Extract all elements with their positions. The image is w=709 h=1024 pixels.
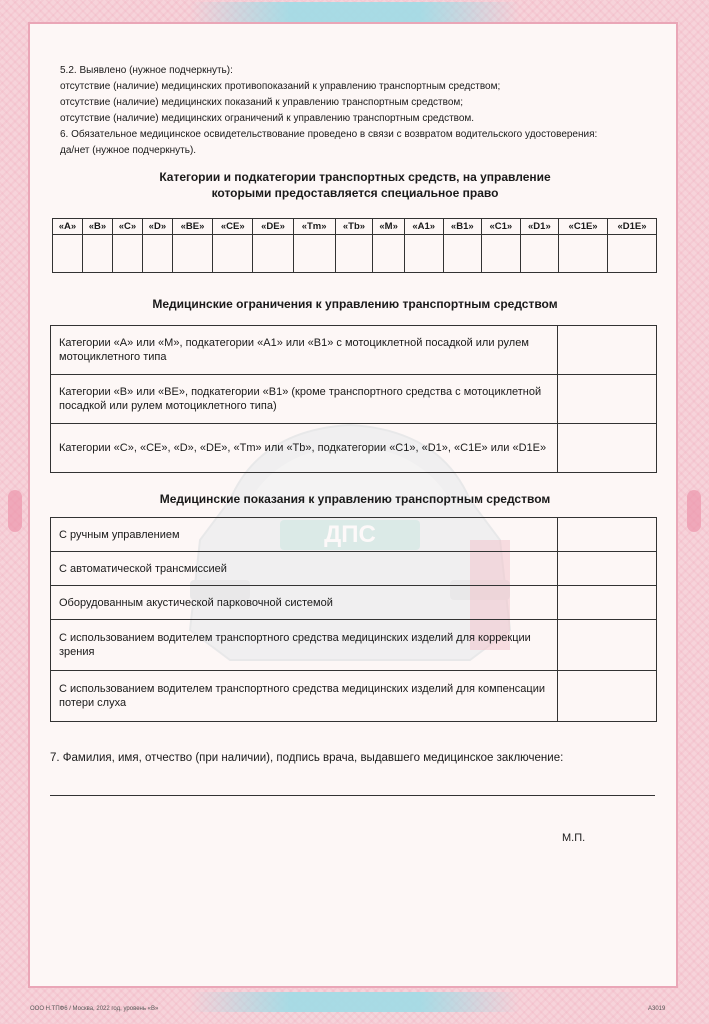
restriction-label: Категории «B» или «BE», подкатегории «B1» (кроме транспортного средства с мотоциклетной посадкой или рулем мотоциклетного типа) bbox=[51, 375, 558, 424]
category-cell[interactable] bbox=[53, 235, 83, 273]
category-header: «Tm» bbox=[293, 219, 335, 235]
indication-label: С использованием водителем транспортного средства медицинских изделий для компенсации потери слуха bbox=[51, 671, 558, 722]
indication-label: С использованием водителем транспортного средства медицинских изделий для коррекции зрения bbox=[51, 620, 558, 671]
indications-table bbox=[50, 517, 657, 722]
category-header: «D1» bbox=[520, 219, 559, 235]
category-cell[interactable] bbox=[520, 235, 559, 273]
restrictions-table bbox=[50, 325, 657, 473]
indication-mark-cell[interactable] bbox=[558, 552, 657, 586]
category-header: «CE» bbox=[213, 219, 253, 235]
printer-footer: ООО Н.ТПФ6 / Москва, 2022 год, уровень «В» bbox=[30, 1006, 159, 1012]
categories-table bbox=[52, 218, 657, 273]
category-header: «BE» bbox=[172, 219, 212, 235]
category-header: «B1» bbox=[443, 219, 482, 235]
category-cell[interactable] bbox=[608, 235, 657, 273]
indication-mark-cell[interactable] bbox=[558, 586, 657, 620]
categories-title-line1: Категории и подкатегории транспортных средств, на управление bbox=[159, 170, 551, 184]
category-cell[interactable] bbox=[443, 235, 482, 273]
indication-row bbox=[51, 620, 657, 671]
indication-label: С автоматической трансмиссией bbox=[51, 552, 558, 586]
restriction-mark-cell[interactable] bbox=[558, 375, 657, 424]
indication-row bbox=[51, 671, 657, 722]
indication-mark-cell[interactable] bbox=[558, 620, 657, 671]
categories-entry-row bbox=[53, 235, 657, 273]
category-header: «C» bbox=[112, 219, 142, 235]
indication-row bbox=[51, 518, 657, 552]
restriction-row bbox=[51, 375, 657, 424]
categories-header-row bbox=[53, 219, 657, 235]
restriction-row bbox=[51, 326, 657, 375]
indication-mark-cell[interactable] bbox=[558, 671, 657, 722]
restriction-mark-cell[interactable] bbox=[558, 424, 657, 473]
section-6-answer: да/нет (нужное подчеркнуть). bbox=[60, 145, 197, 156]
restriction-mark-cell[interactable] bbox=[558, 326, 657, 375]
category-cell[interactable] bbox=[172, 235, 212, 273]
category-header: «C1» bbox=[482, 219, 521, 235]
restrictions-title: Медицинские ограничения к управлению транспортным средством bbox=[152, 297, 558, 311]
category-header: «D» bbox=[142, 219, 172, 235]
indication-mark-cell[interactable] bbox=[558, 518, 657, 552]
category-header: «A1» bbox=[404, 219, 443, 235]
indication-label: С ручным управлением bbox=[51, 518, 558, 552]
section-5-2-indications: отсутствие (наличие) медицинских показаний к управлению транспортным средством; bbox=[60, 97, 464, 108]
restriction-label: Категории «A» или «M», подкатегории «A1» или «B1» с мотоциклетной посадкой или рулем мотоциклетного типа bbox=[51, 326, 558, 375]
restriction-label: Категории «C», «CE», «D», «DE», «Tm» или «Tb», подкатегории «C1», «D1», «C1E» или «D1E» bbox=[51, 424, 558, 473]
category-header: «M» bbox=[373, 219, 405, 235]
restriction-row bbox=[51, 424, 657, 473]
category-cell[interactable] bbox=[82, 235, 112, 273]
stamp-place-label: М.П. bbox=[562, 832, 586, 844]
category-cell[interactable] bbox=[335, 235, 373, 273]
indication-row bbox=[51, 586, 657, 620]
category-header: «Tb» bbox=[335, 219, 373, 235]
indication-row bbox=[51, 552, 657, 586]
category-cell[interactable] bbox=[293, 235, 335, 273]
section-7-label: 7. Фамилия, имя, отчество (при наличии), подпись врача, выдавшего медицинское заключение: bbox=[50, 752, 564, 764]
category-cell[interactable] bbox=[213, 235, 253, 273]
category-header: «D1E» bbox=[608, 219, 657, 235]
section-5-2-contraindications: отсутствие (наличие) медицинских противопоказаний к управлению транспортным средством; bbox=[60, 81, 501, 92]
section-5-2-heading: 5.2. Выявлено (нужное подчеркнуть): bbox=[60, 65, 233, 76]
section-6-question: 6. Обязательное медицинское освидетельствование проведено в связи с возвратом водительского удостоверения: bbox=[60, 129, 598, 140]
category-header: «C1E» bbox=[559, 219, 608, 235]
form-code-footer: A3019 bbox=[648, 1006, 666, 1012]
category-cell[interactable] bbox=[404, 235, 443, 273]
indications-title: Медицинские показания к управлению транспортным средством bbox=[159, 492, 551, 506]
indication-label: Оборудованным акустической парковочной системой bbox=[51, 586, 558, 620]
category-cell[interactable] bbox=[482, 235, 521, 273]
categories-title-line2: которыми предоставляется специальное право bbox=[211, 186, 499, 200]
doctor-signature-line[interactable] bbox=[50, 795, 655, 796]
category-header: «DE» bbox=[253, 219, 293, 235]
category-cell[interactable] bbox=[373, 235, 405, 273]
category-cell[interactable] bbox=[142, 235, 172, 273]
category-cell[interactable] bbox=[559, 235, 608, 273]
category-cell[interactable] bbox=[112, 235, 142, 273]
watermark-label: ДПС bbox=[324, 521, 376, 548]
section-5-2-restrictions: отсутствие (наличие) медицинских ограничений к управлению транспортным средством. bbox=[60, 113, 475, 124]
category-header: «A» bbox=[53, 219, 83, 235]
category-header: «B» bbox=[82, 219, 112, 235]
category-cell[interactable] bbox=[253, 235, 293, 273]
